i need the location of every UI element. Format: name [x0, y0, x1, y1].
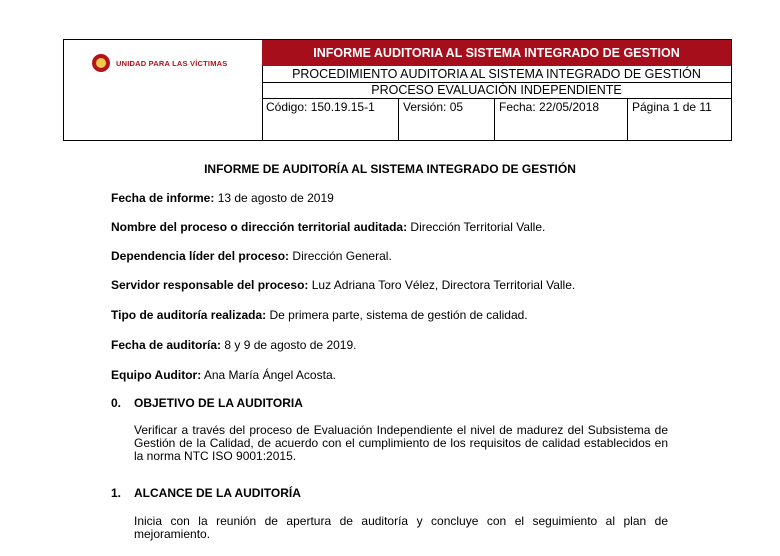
document-code: Código: 150.19.15-1	[262, 99, 399, 140]
section-heading-objective	[111, 396, 303, 410]
logo	[92, 54, 227, 72]
page-number: Página 1 de 11	[632, 100, 712, 114]
section-heading-scope	[111, 486, 301, 500]
document-meta-row	[262, 99, 731, 140]
field-value: Luz Adriana Toro Vélez, Directora Territorial Valle.	[308, 278, 576, 292]
field-value: 13 de agosto de 2019	[214, 191, 334, 205]
field-label: Fecha de auditoría:	[111, 338, 222, 352]
field-responsible-officer	[111, 278, 575, 292]
process-name: PROCESO EVALUACIÒN INDEPENDIENTE	[262, 83, 731, 99]
report-title-bar: INFORME AUDITORIA AL SISTEMA INTEGRADO DE GESTION	[262, 40, 731, 66]
section-title: OBJETIVO DE LA AUDITORIA	[134, 396, 303, 410]
document-title: INFORME DE AUDITORÍA AL SISTEMA INTEGRADO DE GESTIÓN	[204, 162, 576, 176]
field-audit-date	[111, 338, 356, 352]
section-title: ALCANCE DE LA AUDITORÍA	[134, 486, 301, 500]
field-label: Tipo de auditoría realizada:	[111, 308, 267, 322]
field-label: Dependencia líder del proceso:	[111, 249, 290, 263]
document-version: Versión: 05	[399, 99, 495, 140]
field-audit-team	[111, 368, 336, 382]
seal-icon	[92, 54, 110, 72]
field-value: Ana María Ángel Acosta.	[201, 368, 336, 382]
section-text-scope: Inicia con la reunión de apertura de auditoría y concluye con el seguimiento al plan de mejoramiento.	[134, 514, 668, 541]
field-label: Nombre del proceso o dirección territorial auditada:	[111, 220, 408, 234]
field-value: Dirección Territorial Valle.	[407, 220, 546, 234]
field-value: Dirección General.	[289, 249, 392, 263]
section-number: 1.	[111, 486, 122, 500]
field-report-date	[111, 191, 334, 205]
section-number: 0.	[111, 396, 122, 410]
field-value: De primera parte, sistema de gestión de calidad.	[266, 308, 528, 322]
logo-cell	[64, 40, 263, 140]
document-header	[63, 39, 732, 141]
field-lead-dependency	[111, 249, 392, 263]
field-label: Servidor responsable del proceso:	[111, 278, 309, 292]
field-label: Fecha de informe:	[111, 191, 215, 205]
procedure-name: PROCEDIMIENTO AUDITORIA AL SISTEMA INTEGRADO DE GESTIÓN	[262, 66, 731, 83]
document-date: Fecha: 22/05/2018	[495, 99, 628, 140]
section-text-objective: Verificar a través del proceso de Evaluación Independiente el nivel de madurez del Subsistema de Gestión de la Calidad, de acuerdo con el cumplimiento de los requisitos de calidad establecidos en la norma NTC ISO 9001:2015.	[134, 423, 668, 463]
logo-text: UNIDAD PARA LAS VÍCTIMAS	[116, 58, 228, 68]
field-audit-type	[111, 308, 528, 322]
field-label: Equipo Auditor:	[111, 368, 202, 382]
field-process-name	[111, 220, 545, 234]
field-value: 8 y 9 de agosto de 2019.	[221, 338, 357, 352]
